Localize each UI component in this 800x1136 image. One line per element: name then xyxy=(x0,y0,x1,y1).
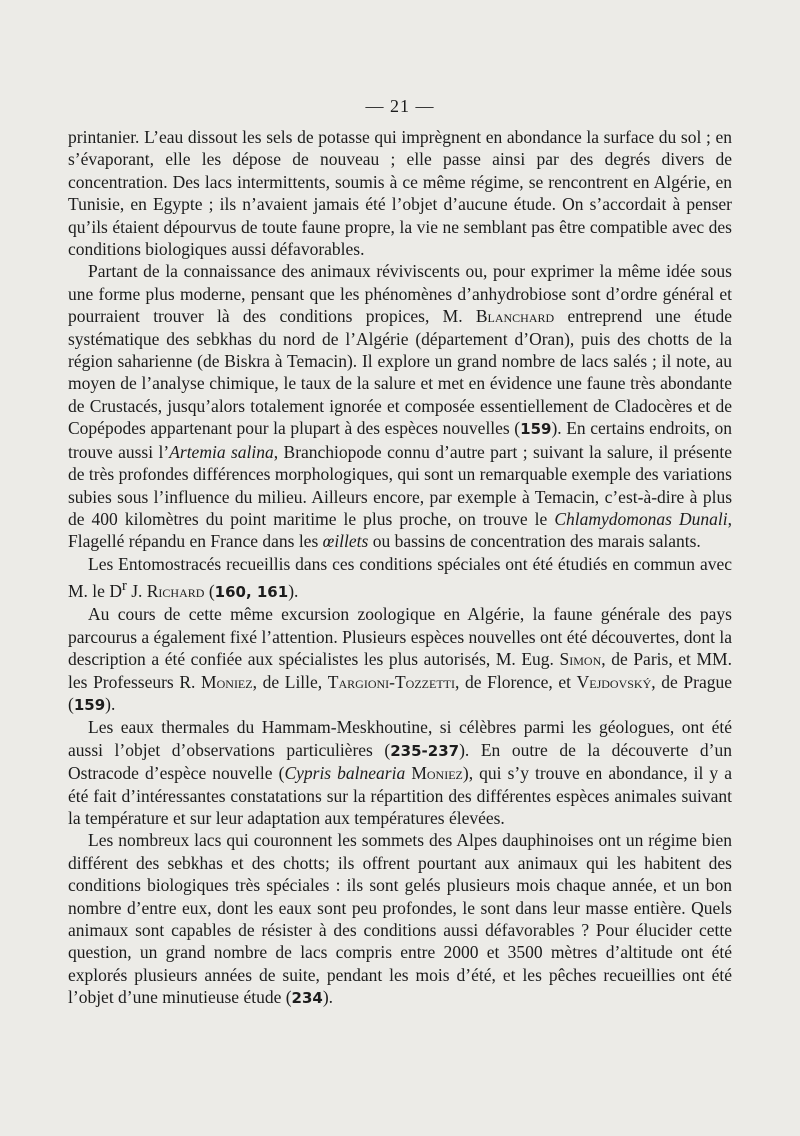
reference-number: 160, 161 xyxy=(214,582,289,601)
text-run: Les Entomostracés recueillis dans ces conditions spéciales ont été étudiés en commun avec M. le D xyxy=(68,553,732,601)
text-run: ). xyxy=(288,580,299,601)
author-name: Blanchard xyxy=(475,306,555,327)
text-run: , de Florence, et xyxy=(454,671,577,692)
text-run: ). xyxy=(322,987,334,1008)
italic-text: œillets xyxy=(322,531,369,552)
text-run: ). En outre de la découverte d’un Ostracode d’espèce nouvelle ( xyxy=(68,739,732,784)
text-run: ). xyxy=(105,693,116,714)
paragraph xyxy=(68,260,732,552)
text-run: , Flagellé répandu en France dans les xyxy=(68,508,733,552)
italic-text: Artemia salina xyxy=(169,441,274,462)
author-name: Simon xyxy=(559,649,602,670)
author-name: Targioni-Tozzetti xyxy=(327,671,455,692)
text-run: , de Lille, xyxy=(252,671,328,692)
reference-number: 234 xyxy=(291,989,323,1008)
paragraph xyxy=(68,126,732,260)
text-run: printanier. L’eau dissout les sels de potasse qui imprègnent en abondance la surface du sol ; en s’évaporant, elle les dépose de nouveau ; elle passe ainsi par des degrés divers de concentration. Des lacs intermittents, soumis à ce même régime, se rencontrent en Algérie, en Tunisie, en Egypte ; ils n’avaient jamais été l’objet d’aucune étude. On s’accordait à penser qu’ils étaient dépourvus de toute faune propre, la vie ne semblant pas être compatible avec des conditions biologiques aussi défavorables. xyxy=(68,127,732,260)
text-run: Les nombreux lacs qui couronnent les sommets des Alpes dauphinoises ont un régime bien différent des sebkhas et des chotts; ils offrent pourtant aux animaux qui les habitent des conditions biologiques très spéciales : ils sont gelés plusieurs mois chaque année, et un bon nombre d’entre eux, dont les eaux sont peu profondes, le sont dans leur masse entière. Quels animaux sont capables de résister à des conditions aussi défavorables ? Pour élucider cette question, un grand nombre de lacs compris entre 2000 et 3500 mètres d’altitude ont été explorés plusieurs années de suite, pendant les mois d’été, et les pêches recueillies ont été l’objet d’une minutieuse étude ( xyxy=(68,830,732,1008)
author-name: Richard xyxy=(146,580,205,601)
page-number: — 21 — xyxy=(365,96,435,116)
text-run: Les eaux thermales du Hammam-Meskhoutine, si célèbres parmi les géologues, ont été aussi l’objet d’observations particulières ( xyxy=(68,717,732,760)
reference-number: 235-237 xyxy=(390,741,460,760)
paragraph xyxy=(68,716,732,829)
author-name: Moniez xyxy=(411,763,463,784)
author-name: Moniez xyxy=(201,671,253,692)
body-text xyxy=(68,126,732,1010)
text-run: Au cours de cette même excursion zoologique en Algérie, la faune générale des pays parcourus a également fixé l’attention. Plusieurs espèces nouvelles ont été découvertes, dont la description a été confiée aux spécialistes les plus autorisés, M. Eug. xyxy=(68,604,732,670)
text-run: ). En certains endroits, on trouve aussi l’ xyxy=(68,418,732,462)
reference-number: 159 xyxy=(73,695,106,714)
paragraph xyxy=(68,553,732,604)
text-run: J. xyxy=(126,580,147,601)
reference-number: 159 xyxy=(520,420,552,439)
superscript-text: r xyxy=(121,578,127,595)
text-run: , de Paris, et MM. les Professeurs R. xyxy=(68,649,732,692)
italic-text: Cypris balnearia xyxy=(284,763,406,784)
text-run: , Branchiopode connu d’autre part ; suivant la salure, il présente de très profondes différences morphologiques, qui sont un remarquable exemple des variations subies sous l’influence du milieu. Ailleurs encore, par exemple à Temacin, c’est-à-dire à plus de 400 kilomètres du point maritime le plus proche, on trouve le xyxy=(68,441,732,529)
text-run: ou bassins de concentration des marais salants. xyxy=(368,531,701,552)
text-run: , de Prague ( xyxy=(68,671,733,714)
text-run: Partant de la connaissance des animaux réviviscents ou, pour exprimer la même idée sous une forme plus moderne, pensant que les phénomènes d’anhydrobiose sont d’ordre général et pourraient trouver là des conditions propices, M. xyxy=(68,261,732,327)
text-run: ), qui s’y trouve en abondance, il y a été fait d’intéressantes constatations sur la répartition des différentes espèces animales suivant la température et sur leur adaptation aux températures élevées. xyxy=(68,763,733,829)
text-run: ( xyxy=(204,580,215,601)
author-name: Vejdovský xyxy=(576,671,652,692)
text-run: entreprend une étude systématique des sebkhas du nord de l’Algérie (département d’Oran), puis des chotts de la région saharienne (de Biskra à Temacin). Il explore un grand nombre de lacs salés ; il note, au moyen de l’analyse chimique, le taux de la salure et met en évidence une faune très abondante de Crustacés, jusqu’alors totalement ignorée et composée essentiellement de Cladocères et de Copépodes appartenant pour la plupart à des espèces nouvelles ( xyxy=(68,306,732,439)
paragraph xyxy=(68,829,732,1009)
paragraph xyxy=(68,603,732,716)
italic-text: Chlamydomonas Dunali xyxy=(554,508,728,529)
